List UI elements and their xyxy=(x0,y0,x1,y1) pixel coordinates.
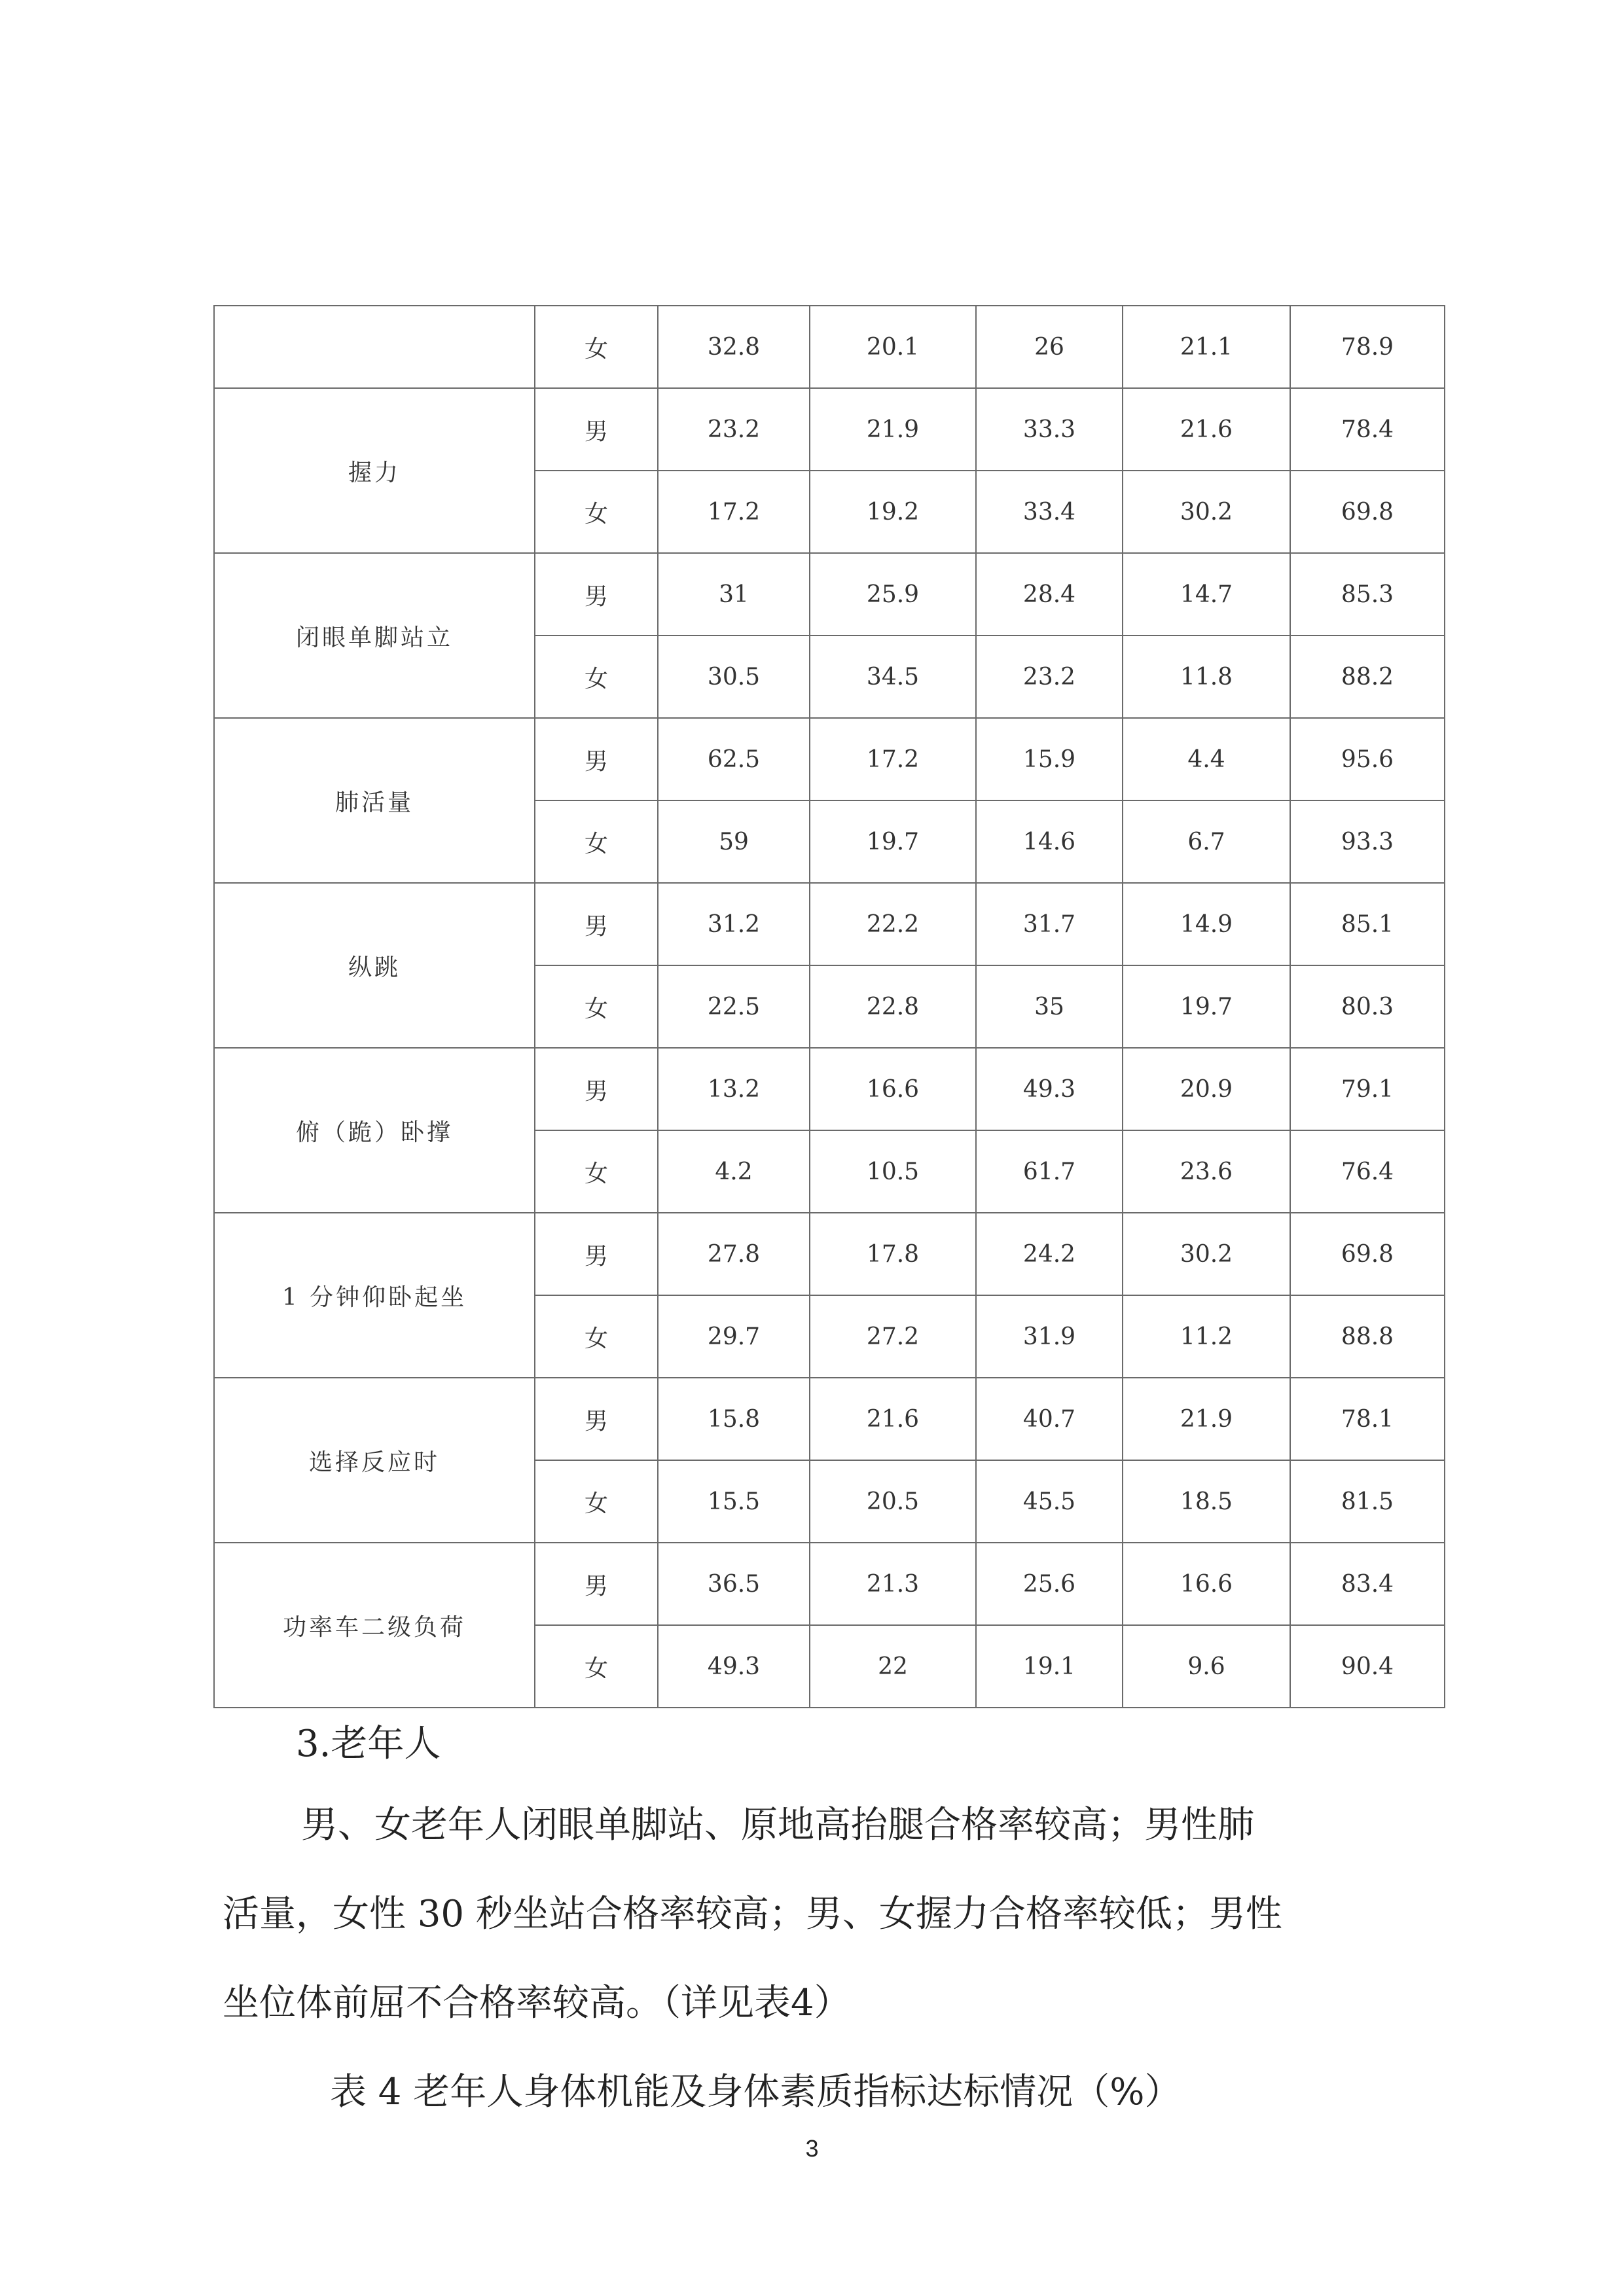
indicator-cell: 选择反应时 xyxy=(214,1378,535,1543)
value-cell: 20.9 xyxy=(1123,1048,1290,1130)
sex-cell: 女 xyxy=(535,306,658,388)
value-cell: 26 xyxy=(976,306,1123,388)
sex-cell: 女 xyxy=(535,1460,658,1543)
value-cell: 85.1 xyxy=(1290,883,1445,965)
value-cell: 17.8 xyxy=(810,1213,976,1295)
value-cell: 36.5 xyxy=(658,1543,810,1625)
paragraph-line: 男、女老年人闭眼单脚站、原地高抬腿合格率较高；男性肺 xyxy=(301,1804,1254,1846)
value-cell: 21.6 xyxy=(810,1378,976,1460)
section-heading: 3.老年人 xyxy=(296,1723,441,1765)
value-cell: 14.6 xyxy=(976,800,1123,883)
table-caption: 表 4 老年人身体机能及身体素质指标达标情况（%） xyxy=(330,2071,1182,2113)
value-cell: 69.8 xyxy=(1290,471,1445,553)
indicator-cell: 肺活量 xyxy=(214,718,535,883)
value-cell: 83.4 xyxy=(1290,1543,1445,1625)
value-cell: 15.9 xyxy=(976,718,1123,800)
value-cell: 35 xyxy=(976,965,1123,1048)
value-cell: 78.1 xyxy=(1290,1378,1445,1460)
sex-cell: 女 xyxy=(535,1625,658,1708)
value-cell: 45.5 xyxy=(976,1460,1123,1543)
sex-cell: 男 xyxy=(535,1378,658,1460)
value-cell: 31 xyxy=(658,553,810,636)
table-row xyxy=(214,1213,1445,1295)
value-cell: 90.4 xyxy=(1290,1625,1445,1708)
value-cell: 95.6 xyxy=(1290,718,1445,800)
value-cell: 78.4 xyxy=(1290,388,1445,471)
table-row xyxy=(214,883,1445,965)
value-cell: 20.5 xyxy=(810,1460,976,1543)
sex-cell: 男 xyxy=(535,1213,658,1295)
value-cell: 22.2 xyxy=(810,883,976,965)
value-cell: 79.1 xyxy=(1290,1048,1445,1130)
value-cell: 21.9 xyxy=(810,388,976,471)
value-cell: 30.2 xyxy=(1123,471,1290,553)
value-cell: 31.2 xyxy=(658,883,810,965)
value-cell: 13.2 xyxy=(658,1048,810,1130)
value-cell: 49.3 xyxy=(976,1048,1123,1130)
value-cell: 33.3 xyxy=(976,388,1123,471)
value-cell: 30.2 xyxy=(1123,1213,1290,1295)
value-cell: 22.8 xyxy=(810,965,976,1048)
value-cell: 21.3 xyxy=(810,1543,976,1625)
sex-cell: 女 xyxy=(535,800,658,883)
value-cell: 93.3 xyxy=(1290,800,1445,883)
sex-cell: 女 xyxy=(535,1130,658,1213)
sex-cell: 男 xyxy=(535,883,658,965)
value-cell: 17.2 xyxy=(658,471,810,553)
value-cell: 10.5 xyxy=(810,1130,976,1213)
indicator-cell: 纵跳 xyxy=(214,883,535,1048)
value-cell: 88.2 xyxy=(1290,636,1445,718)
value-cell: 30.5 xyxy=(658,636,810,718)
value-cell: 25.9 xyxy=(810,553,976,636)
indicator-cell-continued xyxy=(214,306,535,388)
paragraph-line: 活量，女性 30 秒坐站合格率较高；男、女握力合格率较低；男性 xyxy=(223,1893,1282,1935)
sex-cell: 男 xyxy=(535,718,658,800)
value-cell: 16.6 xyxy=(1123,1543,1290,1625)
sex-cell: 女 xyxy=(535,1295,658,1378)
sex-cell: 女 xyxy=(535,636,658,718)
value-cell: 16.6 xyxy=(810,1048,976,1130)
value-cell: 88.8 xyxy=(1290,1295,1445,1378)
sex-cell: 男 xyxy=(535,388,658,471)
value-cell: 23.2 xyxy=(658,388,810,471)
value-cell: 6.7 xyxy=(1123,800,1290,883)
value-cell: 76.4 xyxy=(1290,1130,1445,1213)
value-cell: 33.4 xyxy=(976,471,1123,553)
value-cell: 23.2 xyxy=(976,636,1123,718)
table-row xyxy=(214,553,1445,636)
indicator-cell: 俯（跪）卧撑 xyxy=(214,1048,535,1213)
indicator-cell: 功率车二级负荷 xyxy=(214,1543,535,1708)
value-cell: 22.5 xyxy=(658,965,810,1048)
value-cell: 21.6 xyxy=(1123,388,1290,471)
value-cell: 85.3 xyxy=(1290,553,1445,636)
sex-cell: 男 xyxy=(535,553,658,636)
sex-cell: 男 xyxy=(535,1543,658,1625)
fitness-standard-table xyxy=(213,305,1445,1708)
value-cell: 19.2 xyxy=(810,471,976,553)
value-cell: 24.2 xyxy=(976,1213,1123,1295)
value-cell: 18.5 xyxy=(1123,1460,1290,1543)
table-row xyxy=(214,306,1445,388)
value-cell: 21.9 xyxy=(1123,1378,1290,1460)
indicator-cell: 1 分钟仰卧起坐 xyxy=(214,1213,535,1378)
indicator-cell: 闭眼单脚站立 xyxy=(214,553,535,718)
value-cell: 21.1 xyxy=(1123,306,1290,388)
table-row xyxy=(214,1048,1445,1130)
value-cell: 31.7 xyxy=(976,883,1123,965)
value-cell: 14.9 xyxy=(1123,883,1290,965)
indicator-cell: 握力 xyxy=(214,388,535,553)
value-cell: 4.2 xyxy=(658,1130,810,1213)
value-cell: 19.1 xyxy=(976,1625,1123,1708)
value-cell: 69.8 xyxy=(1290,1213,1445,1295)
value-cell: 59 xyxy=(658,800,810,883)
table-row xyxy=(214,1378,1445,1460)
value-cell: 20.1 xyxy=(810,306,976,388)
value-cell: 15.5 xyxy=(658,1460,810,1543)
page-number: 3 xyxy=(805,2135,819,2162)
sex-cell: 女 xyxy=(535,965,658,1048)
value-cell: 25.6 xyxy=(976,1543,1123,1625)
value-cell: 40.7 xyxy=(976,1378,1123,1460)
value-cell: 27.2 xyxy=(810,1295,976,1378)
value-cell: 27.8 xyxy=(658,1213,810,1295)
value-cell: 17.2 xyxy=(810,718,976,800)
value-cell: 78.9 xyxy=(1290,306,1445,388)
value-cell: 19.7 xyxy=(810,800,976,883)
value-cell: 31.9 xyxy=(976,1295,1123,1378)
value-cell: 15.8 xyxy=(658,1378,810,1460)
sex-cell: 男 xyxy=(535,1048,658,1130)
paragraph-line: 坐位体前屈不合格率较高。（详见表4） xyxy=(223,1982,851,2024)
value-cell: 49.3 xyxy=(658,1625,810,1708)
value-cell: 4.4 xyxy=(1123,718,1290,800)
value-cell: 23.6 xyxy=(1123,1130,1290,1213)
value-cell: 9.6 xyxy=(1123,1625,1290,1708)
value-cell: 19.7 xyxy=(1123,965,1290,1048)
value-cell: 61.7 xyxy=(976,1130,1123,1213)
value-cell: 29.7 xyxy=(658,1295,810,1378)
value-cell: 22 xyxy=(810,1625,976,1708)
value-cell: 81.5 xyxy=(1290,1460,1445,1543)
value-cell: 14.7 xyxy=(1123,553,1290,636)
value-cell: 32.8 xyxy=(658,306,810,388)
table-row xyxy=(214,718,1445,800)
sex-cell: 女 xyxy=(535,471,658,553)
value-cell: 62.5 xyxy=(658,718,810,800)
value-cell: 28.4 xyxy=(976,553,1123,636)
table-row xyxy=(214,1543,1445,1625)
value-cell: 80.3 xyxy=(1290,965,1445,1048)
value-cell: 34.5 xyxy=(810,636,976,718)
value-cell: 11.8 xyxy=(1123,636,1290,718)
value-cell: 11.2 xyxy=(1123,1295,1290,1378)
table-row xyxy=(214,388,1445,471)
